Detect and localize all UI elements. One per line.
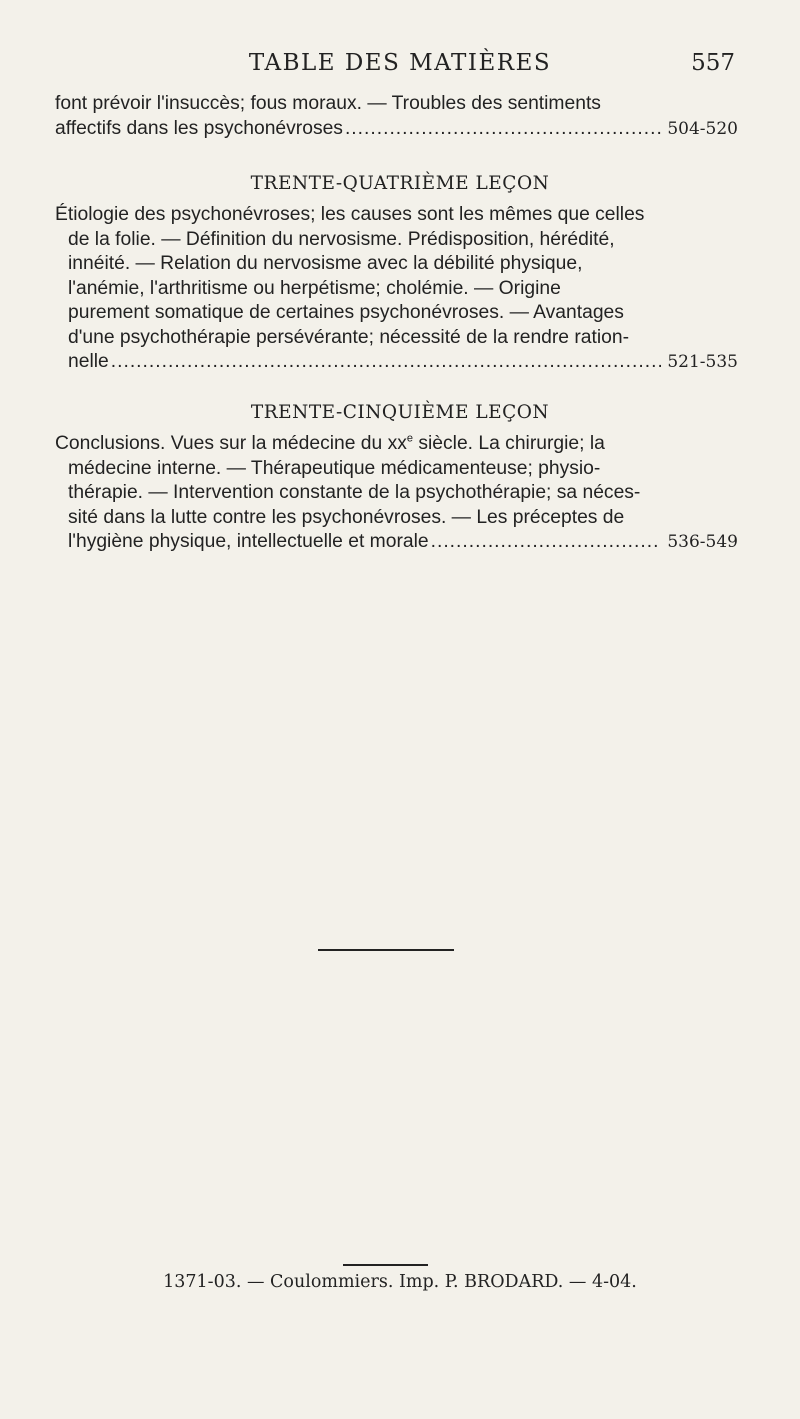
entry-final-line (55, 530, 738, 555)
page-range: 504-520 (667, 118, 738, 139)
lesson-35-entry (55, 432, 738, 555)
page-range: 521-535 (667, 352, 738, 372)
lesson-35-heading: TRENTE-CINQUIÈME LEÇON (250, 402, 550, 423)
entry-line: purement somatique de certaines psychonévroses. — Avantages (68, 302, 624, 323)
entry-line (55, 432, 738, 457)
entry-lead: l'hygiène physique, intellectuelle et morale (68, 531, 429, 552)
entry-line: Étiologie des psychonévroses; les causes sont les mêmes que celles (55, 204, 645, 225)
printer-colophon: 1371-03. — Coulommiers. Imp. P. BRODARD. — 4-04. (163, 1272, 637, 1292)
entry-line: l'anémie, l'arthritisme ou herpétisme; cholémie. — Origine (68, 277, 561, 299)
dot-leader (431, 530, 662, 555)
page-number: 557 (691, 50, 735, 76)
entry-line: d'une psychothérapie persévérante; nécessité de la rendre ration- (68, 326, 630, 348)
entry-lead: nelle (68, 351, 109, 372)
dot-leader (345, 117, 661, 142)
running-title: TABLE DES MATIÈRES (248, 50, 552, 76)
continuation-line: font prévoir l'insuccès; fous moraux. — Troubles des sentiments (55, 93, 601, 114)
entry-line: médecine interne. — Thérapeutique médicamenteuse; physio- (68, 457, 601, 479)
end-rule (318, 949, 454, 951)
lesson-34-entry (55, 203, 738, 375)
entry-line: sité dans la lutte contre les psychonévroses. — Les préceptes de (68, 506, 625, 528)
continuation-lead: affectifs dans les psychonévroses (55, 117, 343, 139)
page-range: 536-549 (667, 532, 738, 552)
colophon-rule (343, 1264, 428, 1266)
continuation-entry (55, 92, 738, 141)
entry-text: Conclusions. Vues sur la médecine du xx (55, 433, 407, 454)
entry-line: de la folie. — Définition du nervosisme. Prédisposition, hérédité, (68, 228, 615, 250)
entry-line: innéité. — Relation du nervosisme avec la débilité physique, (68, 253, 583, 274)
entry-text: siècle. La chirurgie; la (413, 433, 605, 454)
entry-final-line (55, 350, 738, 375)
superscript: e (406, 432, 414, 445)
continuation-final-line (55, 117, 738, 142)
lesson-34-heading: TRENTE-QUATRIÈME LEÇON (250, 173, 550, 194)
entry-line: thérapie. — Intervention constante de la psychothérapie; sa néces- (68, 482, 641, 503)
dot-leader (111, 350, 662, 375)
running-head (0, 48, 800, 82)
